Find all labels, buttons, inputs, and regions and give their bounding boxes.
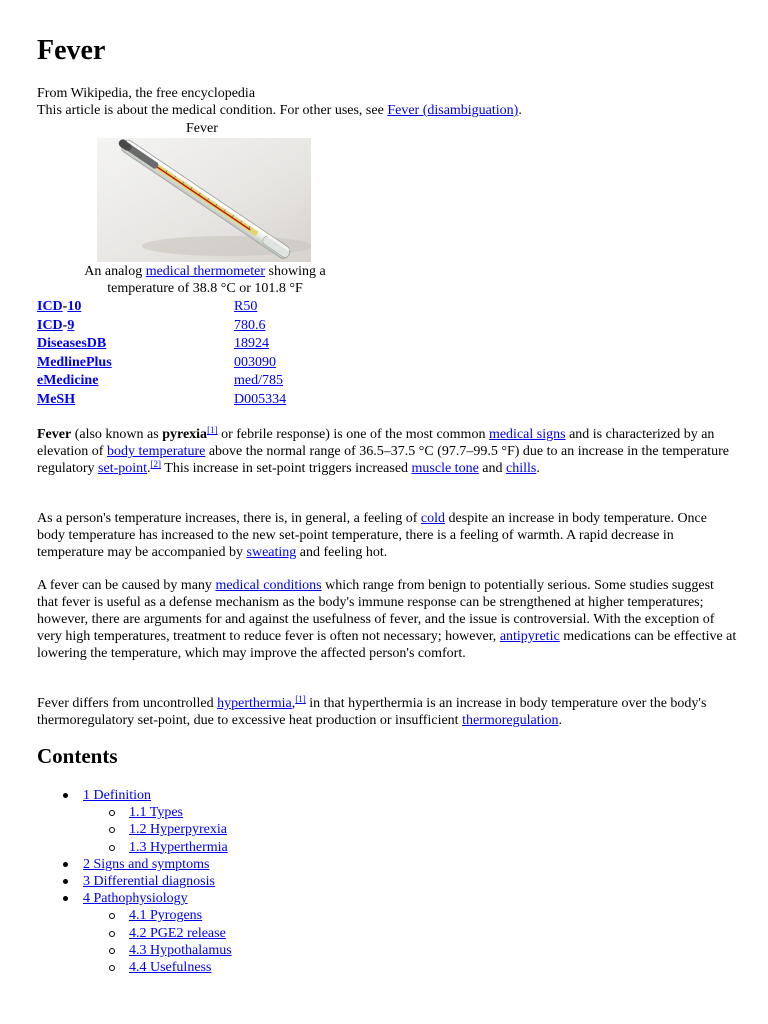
toc-link[interactable]: 4.4 Usefulness: [129, 959, 212, 975]
medical-signs-link[interactable]: medical signs: [488, 427, 566, 442]
circle-bullet-icon: [109, 931, 115, 937]
para-text: and: [478, 461, 507, 476]
para-text: and feeling hot.: [296, 545, 388, 560]
body-temperature-link[interactable]: body temperature: [106, 444, 206, 459]
para-text: or febrile response) is one of the most common: [217, 427, 489, 442]
circle-bullet-icon: [109, 948, 115, 954]
toc-link[interactable]: 1.3 Hyperthermia: [129, 839, 228, 855]
muscle-tone-link[interactable]: muscle tone: [411, 461, 479, 476]
toc-link[interactable]: 1.2 Hyperpyrexia: [129, 822, 227, 838]
icd-version-link[interactable]: 10: [67, 299, 82, 314]
mesh-link[interactable]: MeSH: [37, 391, 76, 407]
icd-version-link[interactable]: 9: [67, 317, 75, 333]
infobox-row: [37, 372, 337, 391]
toc-link[interactable]: 1.1 Types: [129, 805, 183, 821]
toc-item: [37, 787, 437, 804]
toc-subitem: [37, 821, 437, 838]
toc-subitem: [37, 804, 437, 821]
para-text: As a person's temperature increases, there is, in general, a feeling of: [37, 511, 421, 526]
tagline: From Wikipedia, the free encyclopedia: [37, 86, 256, 101]
caption-text-end: showing a temperature of 38.8 °C or 101.8 °F: [107, 264, 326, 296]
set-point-link[interactable]: set-point: [98, 461, 148, 476]
infobox-key: [37, 372, 98, 389]
intro-paragraph-2: [37, 510, 737, 561]
toc-subitem: [37, 959, 437, 976]
hatnote-suffix: .: [518, 103, 522, 118]
hatnote: [37, 102, 522, 119]
toc-subitem: [37, 907, 437, 924]
term-bold: Fever: [37, 427, 72, 442]
term-bold: pyrexia: [162, 427, 208, 442]
key-separator: -: [62, 299, 68, 314]
thermometer-image[interactable]: [97, 138, 311, 262]
infobox-value-link[interactable]: R50: [234, 299, 258, 314]
para-text: which range from benign to potentially serious. Some studies suggest that fever is useful as a defense mechanism as the body's immune response can be strengthened at higher temperatures; however, there are arguments for and against the usefulness of fever, and the issue is controversial. With the exception of very high temperatures, treatment to reduce fever is often not necessary; however,: [37, 578, 715, 644]
toc-item: [37, 873, 437, 890]
hatnote-text: This article is about the medical condition. For other uses, see: [37, 103, 388, 118]
emedicine-link[interactable]: eMedicine: [37, 373, 99, 389]
toc-subitem: [37, 925, 437, 942]
infobox-key: [37, 317, 74, 334]
page-title: Fever: [37, 35, 106, 66]
icd-link[interactable]: ICD: [37, 317, 63, 333]
toc-link[interactable]: 4 Pathophysiology: [83, 891, 188, 907]
infobox-title: Fever: [186, 121, 218, 136]
para-text: despite an increase in body temperature. Once body temperature has increased to the new set-point temperature, there is a feeling of warmth. A rapid decrease in temperature may be accompanied by: [37, 511, 707, 560]
toc-subitem: [37, 839, 437, 856]
infobox-value-link[interactable]: 780.6: [234, 317, 266, 333]
para-text: Fever differs from uncontrolled: [37, 696, 218, 711]
medlineplus-link[interactable]: MedlinePlus: [37, 354, 112, 370]
key-separator: -: [62, 317, 68, 333]
circle-bullet-icon: [109, 845, 115, 851]
toc-link[interactable]: 4.1 Pyrogens: [129, 908, 203, 924]
cold-link[interactable]: cold: [420, 511, 445, 526]
para-text: A fever can be caused by many: [37, 578, 216, 593]
sweating-link[interactable]: sweating: [246, 545, 297, 560]
infobox-key: [37, 391, 75, 408]
circle-bullet-icon: [109, 965, 115, 971]
disambiguation-link[interactable]: Fever (disambiguation): [387, 103, 519, 118]
chills-link[interactable]: chills: [506, 461, 537, 476]
intro-paragraph-3: [37, 577, 737, 662]
infobox-value-link[interactable]: D005334: [234, 391, 287, 407]
bullet-icon: [63, 879, 68, 884]
intro-paragraph-4: [37, 695, 737, 729]
thermoregulation-link[interactable]: thermoregulation: [462, 713, 559, 728]
toc-link[interactable]: 2 Signs and symptoms: [83, 856, 210, 872]
icd-link[interactable]: ICD: [37, 299, 63, 314]
infobox-key: [37, 298, 81, 315]
infobox-value-link[interactable]: med/785: [234, 373, 283, 389]
toc-link[interactable]: 4.3 Hypothalamus: [129, 942, 232, 958]
toc-subitem: [37, 942, 437, 959]
citation-link[interactable]: [1]: [295, 694, 306, 704]
contents-heading: Contents: [37, 744, 118, 768]
circle-bullet-icon: [109, 913, 115, 919]
bullet-icon: [63, 862, 68, 867]
infobox-key: [37, 354, 112, 371]
circle-bullet-icon: [109, 810, 115, 816]
toc-item: [37, 856, 437, 873]
infobox-row: [37, 354, 337, 373]
para-text: .: [147, 461, 151, 476]
para-text: and is characterized by an elevation of: [37, 427, 715, 459]
infobox-value-link[interactable]: 18924: [234, 336, 269, 352]
para-text: .: [558, 713, 562, 728]
citation-link[interactable]: [1]: [207, 425, 218, 435]
infobox-value-link[interactable]: 003090: [234, 354, 276, 370]
para-text: in that hyperthermia is an increase in body temperature over the body's thermoregulatory set-point, due to excessive heat production or insufficient: [37, 696, 707, 728]
infobox-table: [37, 298, 337, 410]
diseasesdb-link[interactable]: DiseasesDB: [37, 336, 107, 352]
bullet-icon: [63, 793, 68, 798]
infobox-key: [37, 335, 106, 352]
infobox-row: [37, 317, 337, 336]
image-caption: [60, 263, 350, 297]
circle-bullet-icon: [109, 827, 115, 833]
toc-link[interactable]: 3 Differential diagnosis: [83, 873, 215, 889]
infobox-row: [37, 335, 337, 354]
caption-text: An analog: [84, 264, 146, 279]
para-text: (also known as: [71, 427, 163, 442]
para-text: ,: [291, 696, 296, 711]
infobox-row: [37, 391, 337, 410]
toc-item: [37, 890, 437, 907]
citation-link[interactable]: [2]: [150, 459, 162, 469]
para-text: .: [536, 461, 540, 476]
medical-conditions-link[interactable]: medical conditions: [215, 578, 322, 593]
antipyretic-link[interactable]: antipyretic: [499, 629, 560, 644]
infobox-row: [37, 298, 337, 317]
toc-link[interactable]: 1 Definition: [83, 788, 152, 803]
hyperthermia-link[interactable]: hyperthermia: [217, 696, 292, 711]
para-text: medications can be effective at lowering the temperature, which may improve the affected person's comfort.: [37, 629, 737, 661]
intro-paragraph-1: [37, 426, 737, 477]
table-of-contents: [37, 787, 437, 976]
para-text: This increase in set-point triggers increased: [161, 461, 412, 476]
medical-thermometer-link[interactable]: medical thermometer: [145, 264, 266, 279]
toc-link[interactable]: 4.2 PGE2 release: [129, 925, 226, 941]
bullet-icon: [63, 896, 68, 901]
para-text: above the normal range of 36.5–37.5 °C (97.7–99.5 °F) due to an increase in the temperature regulatory: [37, 444, 729, 476]
